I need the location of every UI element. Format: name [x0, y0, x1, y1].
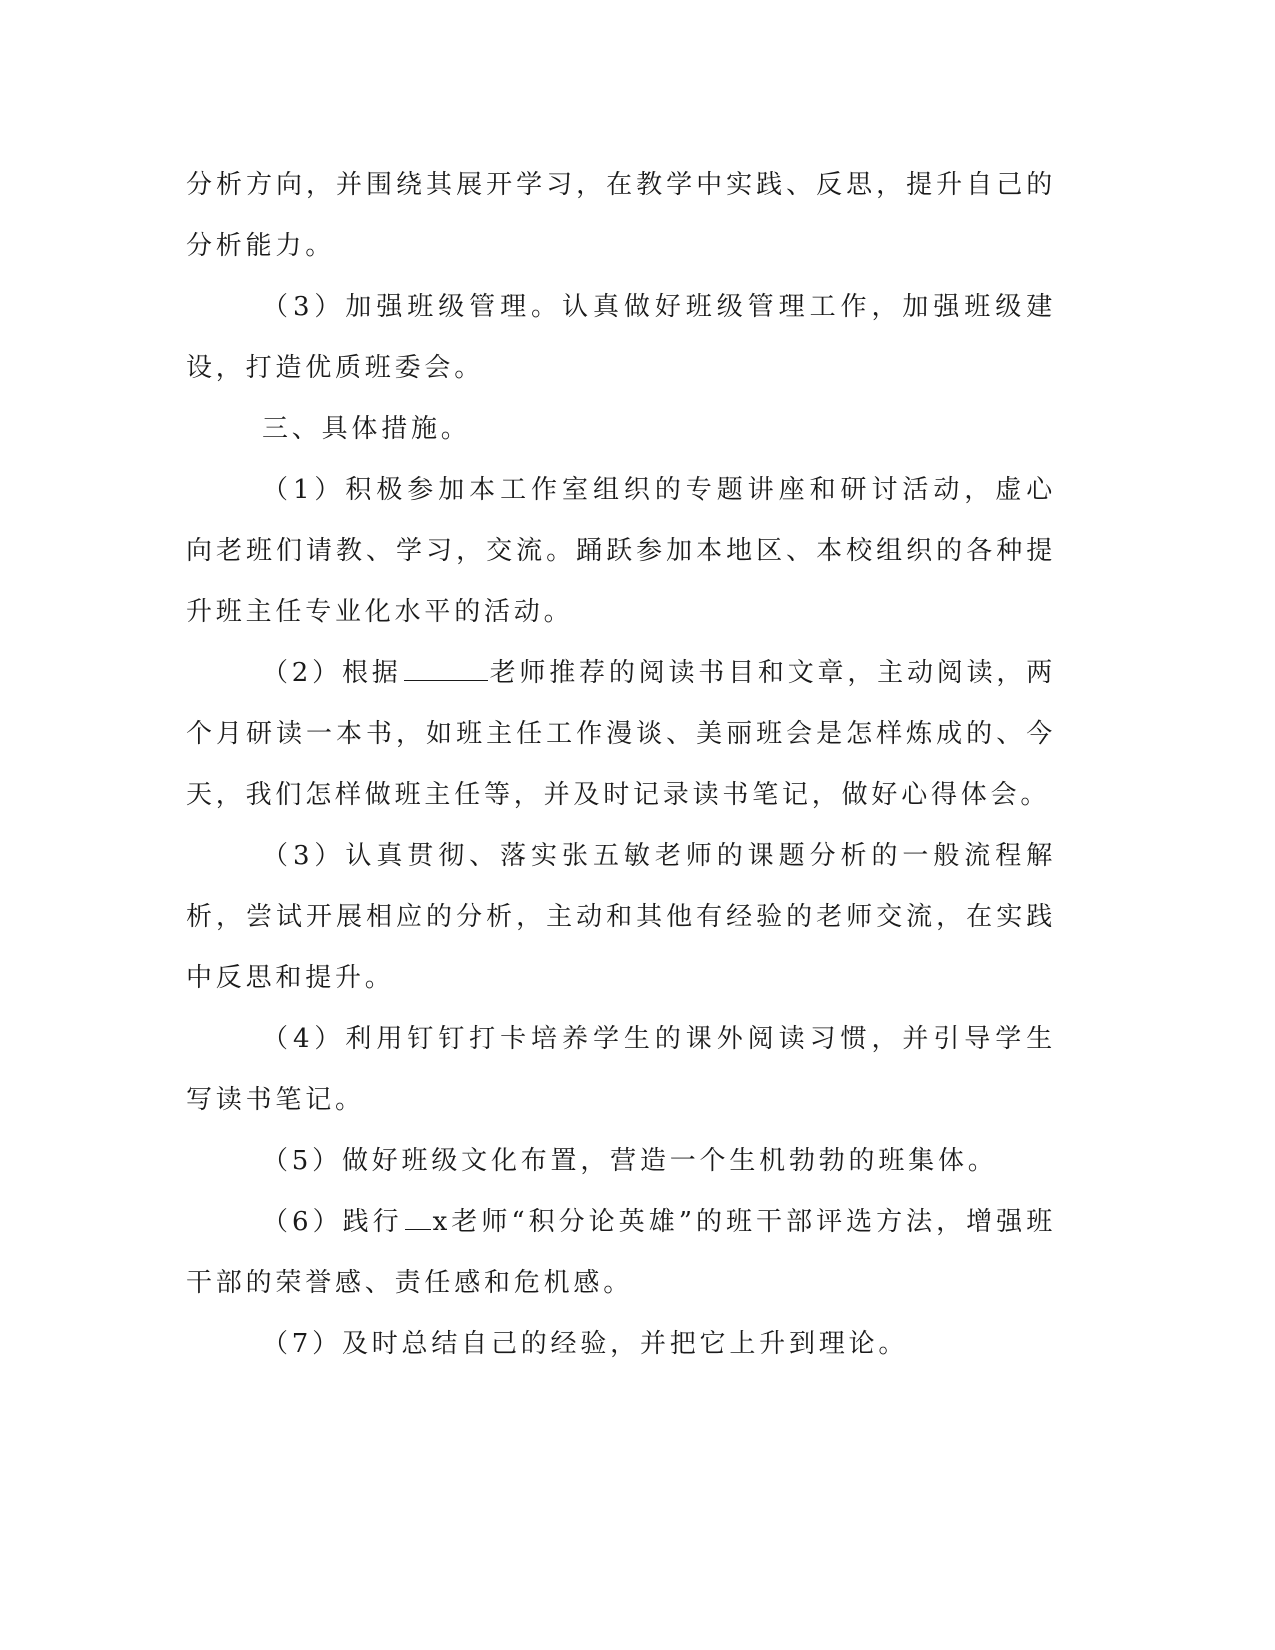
fill-in-blank-short: [405, 1205, 431, 1230]
paragraph-measure-4: （4）利用钉钉打卡培养学生的课外阅读习惯，并引导学生写读书笔记。: [186, 1024, 1056, 1115]
measure-6-prefix: （6）践行: [262, 1207, 403, 1237]
paragraph-analysis-continued: 分析方向，并围绕其展开学习，在教学中实践、反思，提升自己的分析能力。: [186, 170, 1056, 261]
document-body: [186, 155, 1056, 1375]
measure-6-text: x老师“积分论英雄”的班干部评选方法，增强班干部的荣誉感、责任感和危机感。: [186, 1207, 1056, 1298]
paragraph-measure-2: [186, 643, 1056, 826]
paragraph-class-management: （3）加强班级管理。认真做好班级管理工作，加强班级建设，打造优质班委会。: [186, 292, 1056, 383]
measure-2-text: 老师推荐的阅读书目和文章，主动阅读，两个月研读一本书，如班主任工作漫谈、美丽班会是怎样炼成的、今天，我们怎样做班主任等，并及时记录读书笔记，做好心得体会。: [186, 658, 1057, 810]
paragraph-measure-7: （7）及时总结自己的经验，并把它上升到理论。: [262, 1329, 909, 1359]
paragraph-measure-6: [186, 1192, 1056, 1314]
section-heading-measures: 三、具体措施。: [262, 414, 471, 444]
paragraph-measure-1: （1）积极参加本工作室组织的专题讲座和研讨活动，虚心向老班们请教、学习，交流。踊跃参加本地区、本校组织的各种提升班主任专业化水平的活动。: [186, 475, 1056, 627]
paragraph-measure-5: （5）做好班级文化布置，营造一个生机勃勃的班集体。: [262, 1146, 998, 1176]
fill-in-blank-teacher-name: [404, 656, 488, 681]
measure-2-prefix: （2）根据: [262, 658, 402, 688]
paragraph-measure-3: （3）认真贯彻、落实张五敏老师的课题分析的一般流程解析，尝试开展相应的分析，主动和其他有经验的老师交流，在实践中反思和提升。: [186, 841, 1056, 993]
